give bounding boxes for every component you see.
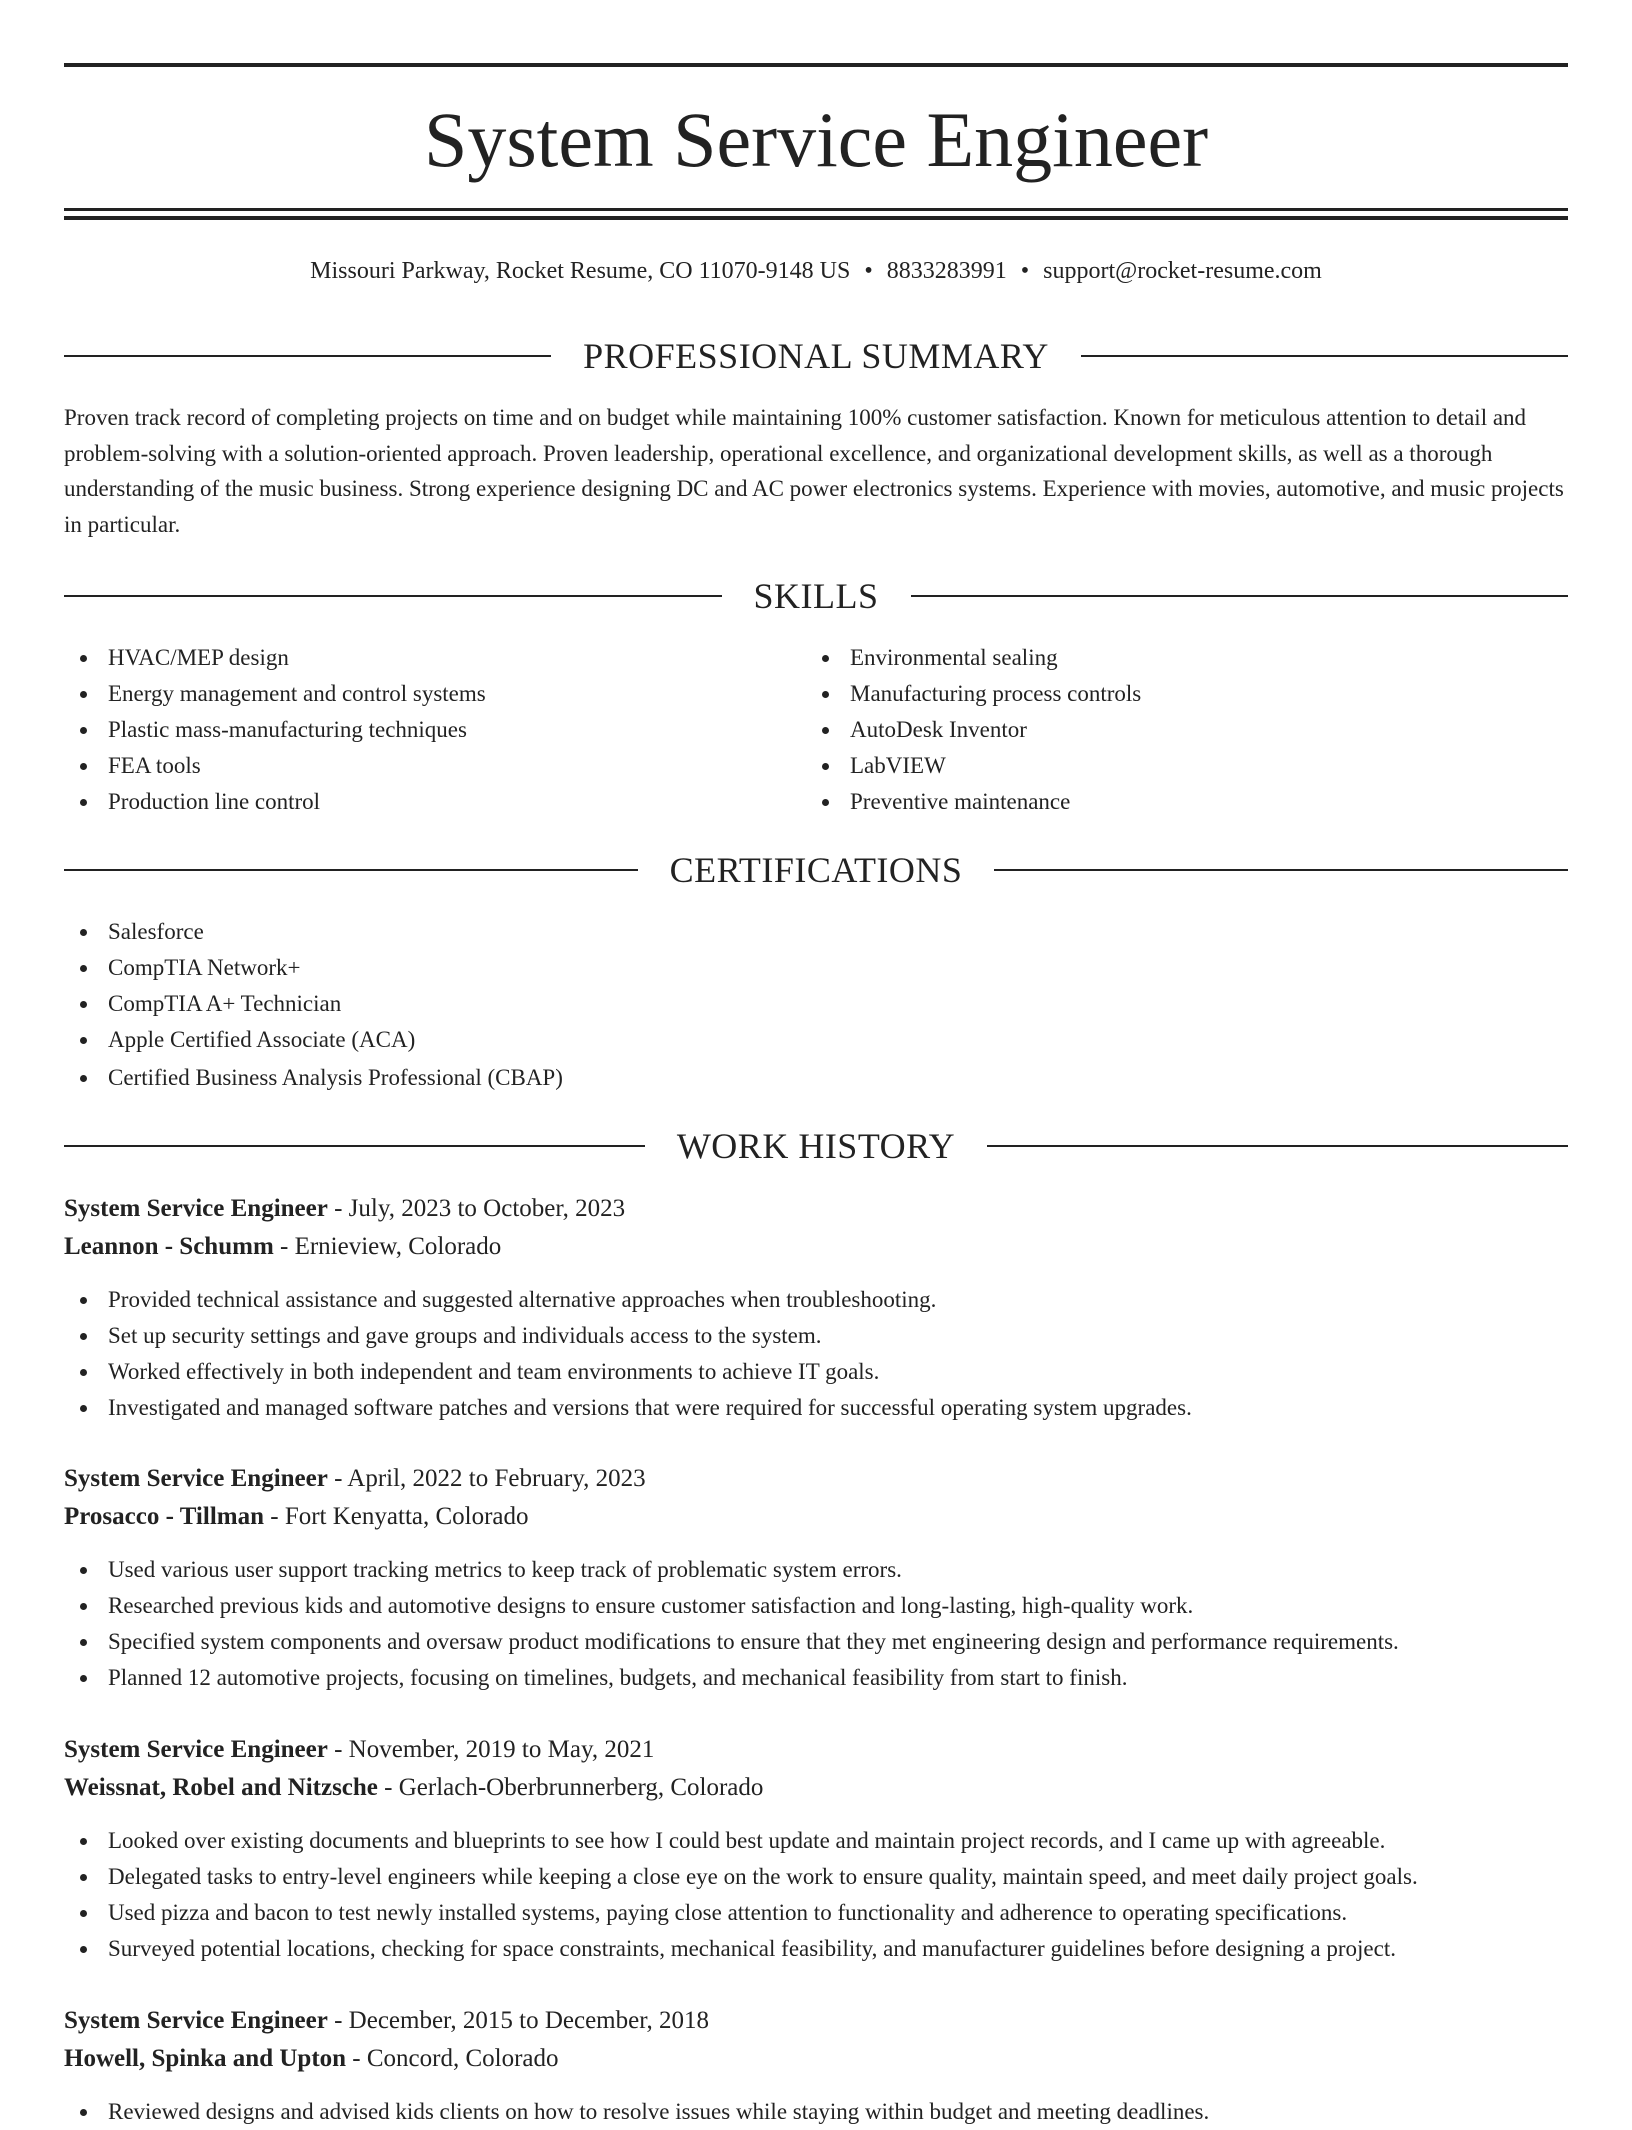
- job-bullet: Worked effectively in both independent and team environments to achieve IT goals.: [64, 1354, 1568, 1390]
- job-bullet: Used pizza and bacon to test newly installed systems, paying close attention to functionality and adherence to operating specifications.: [64, 1895, 1568, 1931]
- skill-item: Plastic mass-manufacturing techniques: [64, 712, 486, 748]
- job-bullet: Delegated tasks to entry-level engineers while keeping a close eye on the work to ensure quality, maintain speed, and meet daily project goals.: [64, 1859, 1568, 1895]
- skills-list-left: [64, 640, 486, 820]
- job-company: Leannon - Schumm: [64, 1233, 274, 1260]
- job-dates: - November, 2019 to May, 2021: [327, 1736, 655, 1763]
- skill-item: HVAC/MEP design: [64, 640, 486, 676]
- job-company: Prosacco - Tillman: [64, 1503, 264, 1530]
- job-bullet: Surveyed potential locations, checking for space constraints, mechanical feasibility, and manufacturer guidelines before designing a project.: [64, 1931, 1568, 1967]
- certification-item: Certified Business Analysis Professional (CBAP): [64, 1060, 563, 1096]
- heading-rule: [64, 869, 638, 871]
- resume-name: System Service Engineer: [423, 96, 1209, 183]
- job-location: - Fort Kenyatta, Colorado: [264, 1503, 529, 1530]
- job-bullet: Researched previous kids and automotive designs to ensure customer satisfaction and long-lasting, high-quality work.: [64, 1588, 1568, 1624]
- job-title-line: [64, 1731, 1568, 1769]
- skill-item: Environmental sealing: [806, 640, 1141, 676]
- certification-item: Apple Certified Associate (ACA): [64, 1022, 563, 1058]
- summary-text: Proven track record of completing projects on time and on budget while maintaining 100% customer satisfaction. Known for meticulous attention to detail and problem-solving with a solution-oriented approach. Proven leadership, operational excellence, and organizational development skills, as well as a thorough understanding of the music business. Strong experience designing DC and AC power electronics systems. Experience with movies, automotive, and music projects in particular.: [64, 405, 1564, 537]
- certifications-title: CERTIFICATIONS: [669, 850, 963, 890]
- job-location: - Gerlach-Oberbrunnerberg, Colorado: [377, 1774, 764, 1801]
- heading-rule: [64, 355, 551, 357]
- job-company-line: [64, 1769, 1568, 1807]
- job-bullet: Investigated and managed software patches and versions that were required for successful operating system upgrades.: [64, 1390, 1568, 1426]
- job-bullet: Used various user support tracking metrics to keep track of problematic system errors.: [64, 1552, 1568, 1588]
- job-title-line: [64, 2002, 1568, 2040]
- contact-email: support@rocket-resume.com: [1043, 258, 1322, 284]
- certification-item: CompTIA Network+: [64, 950, 563, 986]
- skills-list-right: [806, 640, 1141, 820]
- skill-item: Manufacturing process controls: [806, 676, 1141, 712]
- job-dates: - July, 2023 to October, 2023: [327, 1195, 626, 1222]
- job-bullets: [64, 1282, 1568, 1426]
- job-company-line: [64, 1228, 1568, 1266]
- contact-separator: •: [1020, 258, 1030, 284]
- work-history-title: WORK HISTORY: [676, 1126, 956, 1166]
- skill-item: Preventive maintenance: [806, 784, 1141, 820]
- job-company-line: [64, 2040, 1568, 2078]
- job-bullets: [64, 1552, 1568, 1696]
- skill-item: AutoDesk Inventor: [806, 712, 1141, 748]
- job-company: Howell, Spinka and Upton: [64, 2045, 347, 2072]
- job-bullet: Provided technical assistance and suggested alternative approaches when troubleshooting.: [64, 1282, 1568, 1318]
- job-bullet: Planned 12 automotive projects, focusing on timelines, budgets, and mechanical feasibility from start to finish.: [64, 1660, 1568, 1696]
- contact-separator: •: [864, 258, 873, 284]
- job-role: System Service Engineer: [64, 1195, 328, 1222]
- job-bullets: [64, 2094, 1568, 2130]
- skill-item: FEA tools: [64, 748, 486, 784]
- work-history-heading: [64, 1124, 1568, 1168]
- job-entry: [64, 1190, 1568, 1426]
- certification-item: Salesforce: [64, 914, 563, 950]
- skill-item: Production line control: [64, 784, 486, 820]
- job-dates: - April, 2022 to February, 2023: [327, 1465, 646, 1492]
- job-bullet: Looked over existing documents and blueprints to see how I could best update and maintain project records, and I came up with agreeable.: [64, 1823, 1568, 1859]
- job-role: System Service Engineer: [64, 1465, 328, 1492]
- job-entry: [64, 1460, 1568, 1696]
- job-bullet: Set up security settings and gave groups and individuals access to the system.: [64, 1318, 1568, 1354]
- job-bullet: Specified system components and oversaw product modifications to ensure that they met engineering design and performance requirements.: [64, 1624, 1568, 1660]
- heading-rule: [64, 595, 722, 597]
- job-company-line: [64, 1498, 1568, 1536]
- header-bottom-rule-thick: [64, 216, 1568, 220]
- skill-item: LabVIEW: [806, 748, 1141, 784]
- header-top-rule: [64, 63, 1568, 67]
- heading-rule: [994, 869, 1568, 871]
- skills-heading: [64, 574, 1568, 618]
- header-bottom-rule-thin: [64, 208, 1568, 211]
- job-role: System Service Engineer: [64, 1736, 328, 1763]
- job-entry: [64, 2002, 1568, 2130]
- heading-rule: [911, 595, 1569, 597]
- job-bullets: [64, 1823, 1568, 1967]
- certification-item: CompTIA A+ Technician: [64, 986, 563, 1022]
- job-location: - Concord, Colorado: [346, 2045, 559, 2072]
- job-location: - Ernieview, Colorado: [273, 1233, 502, 1260]
- job-title-line: [64, 1460, 1568, 1498]
- job-bullet: Reviewed designs and advised kids clients on how to resolve issues while staying within budget and meeting deadlines.: [64, 2094, 1568, 2130]
- summary-title: PROFESSIONAL SUMMARY: [583, 336, 1049, 376]
- contact-line: [64, 254, 1568, 288]
- heading-rule: [1081, 355, 1568, 357]
- certifications-list: [64, 914, 563, 1096]
- job-dates: - December, 2015 to December, 2018: [327, 2007, 710, 2034]
- job-company: Weissnat, Robel and Nitzsche: [64, 1774, 378, 1801]
- job-role: System Service Engineer: [64, 2007, 328, 2034]
- summary-heading: [64, 334, 1568, 378]
- heading-rule: [987, 1145, 1568, 1147]
- job-entry: [64, 1731, 1568, 1967]
- job-title-line: [64, 1190, 1568, 1228]
- skill-item: Energy management and control systems: [64, 676, 486, 712]
- certifications-heading: [64, 848, 1568, 892]
- skills-title: SKILLS: [753, 576, 879, 616]
- contact-phone: 8833283991: [886, 258, 1007, 284]
- heading-rule: [64, 1145, 645, 1147]
- contact-address: Missouri Parkway, Rocket Resume, CO 11070-9148 US: [310, 258, 851, 284]
